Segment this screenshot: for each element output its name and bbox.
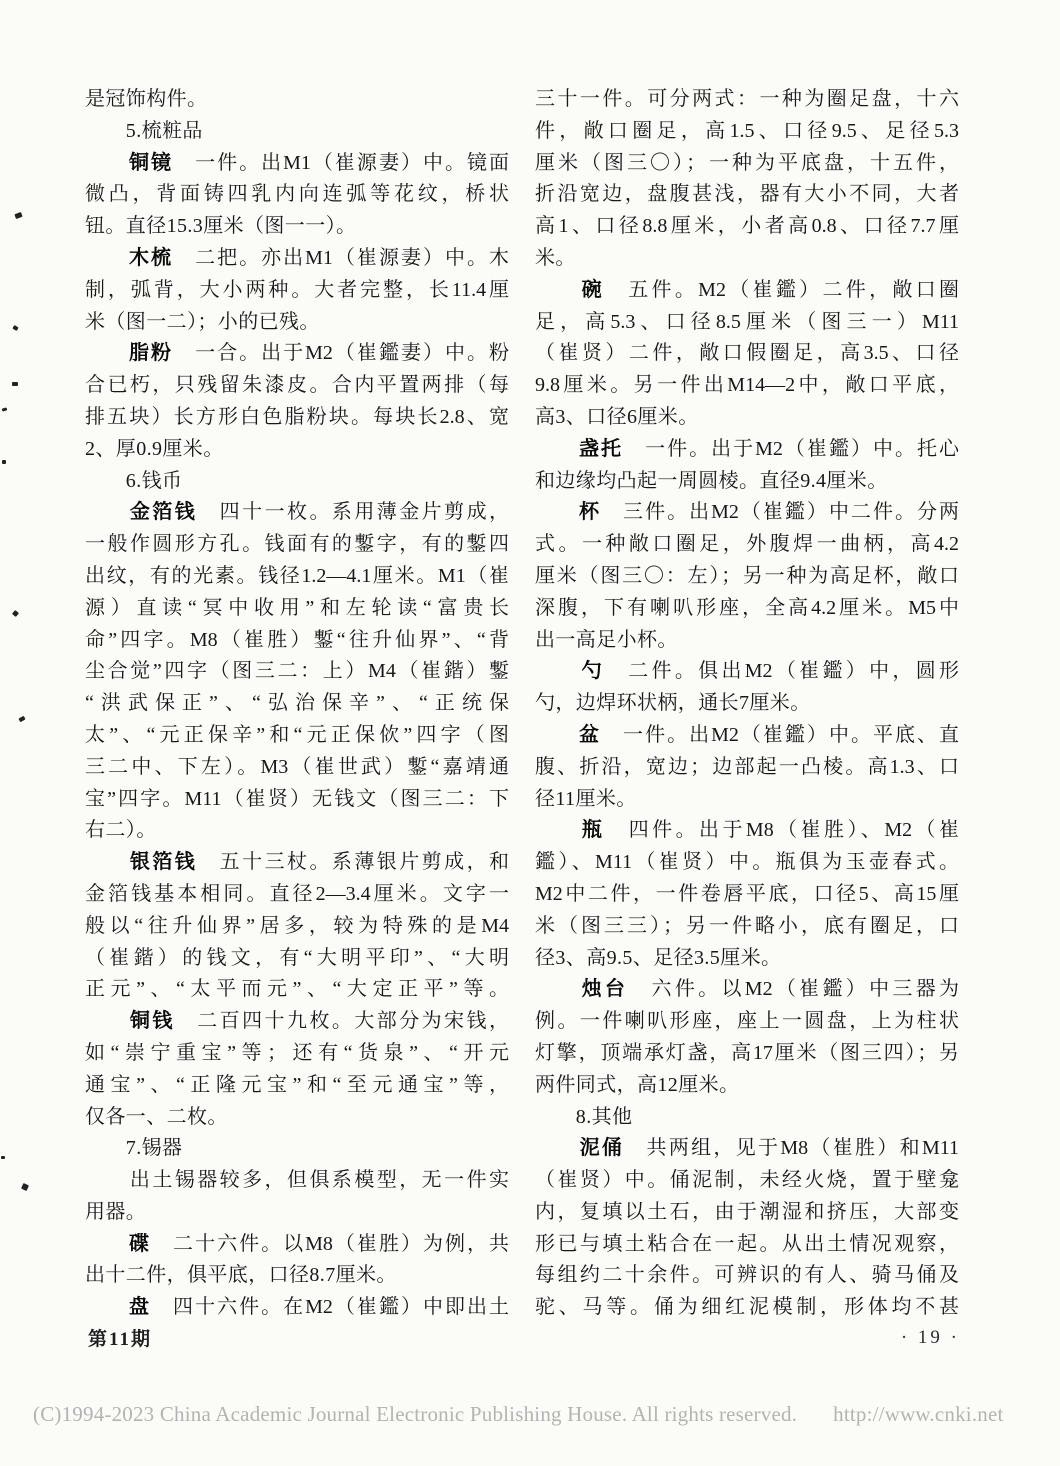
text-line: 腹、折沿，宽边；边部起一凸棱。高1.3、口: [535, 755, 959, 778]
scan-artifact: [1, 1156, 5, 1159]
text-line: 铜钱 二百四十九枚。大部分为宋钱，: [129, 1010, 510, 1033]
text-line: 5.梳粧品: [85, 119, 203, 142]
text-line: 径3、高9.5、足径3.5厘米。: [535, 946, 782, 969]
scan-artifact: [21, 1183, 29, 1191]
text-line: 盆 一件。出M2（崔鑑）中。平底、直: [579, 723, 959, 746]
text-line: 命”四字。M8（崔胜）鏨“往升仙界”、“背: [85, 628, 509, 651]
text-line: 折沿宽边，盘腹甚浅，器有大小不同，大者: [535, 183, 959, 206]
text-line: 合已朽，只残留朱漆皮。合内平置两排（每: [85, 374, 509, 397]
page-footer: [88, 1324, 960, 1351]
column-left: [85, 84, 509, 1324]
text-line: 高1、口径8.8厘米，小者高0.8、口径7.7厘: [535, 215, 959, 238]
text-line: 7.锡器: [85, 1137, 183, 1160]
text-line: 三十一件。可分两式：一种为圈足盘，十六: [535, 88, 959, 110]
text-line: 杯 三件。出M2（崔鑑）中二件。分两: [579, 501, 959, 524]
scan-artifact: [18, 716, 25, 722]
text-line: 式。一种敞口圈足，外腹焊一曲柄，高4.2: [535, 533, 959, 556]
text-line: 和边缘均凸起一周圆棱。直径9.4厘米。: [535, 469, 888, 492]
text-line: 制，弧背，大小两种。大者完整，长11.4厘: [85, 278, 509, 301]
scan-artifact: [2, 460, 6, 464]
text-line: （崔鍇）的钱文，有“大明平印”、“大明: [85, 946, 509, 969]
text-line: 三二中、下左）。M3（崔世武）鏨“嘉靖通: [85, 755, 509, 778]
copyright-notice: (C)1994-2023 China Academic Journal Electronic Publishing House. All rights reserved.: [33, 1402, 798, 1426]
text-line: 一般作圆形方孔。钱面有的鏨字，有的鏨四: [85, 533, 509, 556]
text-line: 钮。直径15.3厘米（图一一）。: [85, 215, 357, 238]
text-line: 出土锡器较多，但俱系模型，无一件实: [85, 1169, 509, 1192]
text-line: 铜镜 一件。出M1（崔源妻）中。镜面: [129, 151, 510, 174]
text-line: 9.8厘米。另一件出M14—2中，敞口平底，: [535, 374, 959, 397]
text-line: 米（图一二）；小的已残。: [85, 310, 320, 333]
text-line: 金箔钱基本相同。直径2—3.4厘米。文字一: [85, 882, 509, 905]
text-line: 瓶 四件。出于M8（崔胜）、M2（崔: [581, 819, 959, 842]
text-line: 出纹，有的光素。钱径1.2—4.1厘米。M1（崔: [85, 564, 509, 587]
journal-issue: 第11期: [88, 1329, 152, 1350]
text-line: 太”、“元正保辛”和“元正保佽”四字（图: [85, 723, 509, 746]
text-line: 内，复填以土石，由于潮湿和挤压，大部变: [535, 1200, 959, 1223]
scan-artifact: [2, 407, 8, 411]
text-line: 高3、口径6厘米。: [535, 405, 699, 428]
text-line: 排五块）长方形白色脂粉块。每块长2.8、宽: [85, 405, 509, 428]
text-line: 微凸，背面铸四乳内向连弧等花纹，桥状: [85, 183, 509, 206]
text-line: 银箔钱 五十三杖。系薄银片剪成，和: [129, 851, 510, 874]
text-line: （崔贤）中。俑泥制，未经火烧，置于壁龛: [535, 1169, 959, 1192]
text-line: 出一高足小杯。: [535, 628, 678, 651]
text-line: 碟 二十六件。以M8（崔胜）为例，共: [129, 1232, 509, 1255]
text-line: 碗 五件。M2（崔鑑）二件，敞口圈: [581, 278, 960, 301]
text-line: 勺 二件。俱出M2（崔鑑）中，圆形: [581, 660, 960, 683]
text-line: 源）直读“冥中收用”和左轮读“富贵长: [85, 596, 509, 619]
text-line: 盘 四十六件。在M2（崔鑑）中即出土: [129, 1296, 509, 1319]
text-line: （崔贤）二件，敞口假圈足，高3.5、口径: [535, 342, 959, 365]
text-line: 鑑）、M11（崔贤）中。瓶俱为玉壶春式。: [535, 851, 959, 874]
text-line: “洪武保正”、“弘治保辛”、“正统保: [85, 692, 509, 715]
text-line: 米（图三三）；另一件略小，底有圈足，口: [535, 914, 959, 937]
text-line: 勺，边焊环状柄，通长7厘米。: [535, 692, 811, 715]
text-line: 正元”、“太平而元”、“大定正平”等。: [85, 978, 509, 1001]
text-line: 脂粉 一合。出于M2（崔鑑妻）中。粉: [129, 342, 510, 365]
text-line: 米。: [535, 246, 576, 269]
text-line: 每组约二十余件。可辨识的有人、骑马俑及: [535, 1264, 959, 1287]
text-line: M2中二件，一件卷唇平底，口径5、高15厘: [535, 882, 959, 905]
column-right: [535, 84, 959, 1324]
text-line: 用器。: [85, 1200, 147, 1223]
scan-artifact: [12, 610, 19, 617]
text-line: 烛台 六件。以M2（崔鑑）中三器为: [581, 978, 960, 1001]
scan-artifact: [12, 382, 18, 386]
text-line: 深腹，下有喇叭形座，全高4.2厘米。M5中: [535, 596, 959, 619]
text-line: 右二）。: [85, 819, 157, 842]
text-line: 般以“往升仙界”居多，较为特殊的是M4: [85, 914, 509, 937]
scan-artifact: [14, 212, 22, 219]
text-line: 仅各一、二枚。: [85, 1105, 228, 1128]
text-line: 厘米（图三〇）；一种为平底盘，十五件，: [535, 151, 959, 174]
text-line: 件，敞口圈足，高1.5、口径9.5、足径5.3: [535, 119, 959, 142]
text-line: 驼、马等。俑为细红泥模制，形体均不甚: [535, 1296, 959, 1319]
text-line: 足，高5.3、口径8.5厘米（图三一）M11: [535, 310, 959, 333]
text-line: 尘合觉”四字（图三二：上）M4（崔鍇）鏨: [85, 660, 509, 683]
text-line: 径11厘米。: [535, 787, 637, 810]
text-line: 8.其他: [535, 1105, 633, 1128]
text-line: 通宝”、“正隆元宝”和“至元通宝”等，: [85, 1073, 509, 1096]
text-line: 金箔钱 四十一枚。系用薄金片剪成，: [129, 501, 510, 524]
text-line: 例。一件喇叭形座，座上一圆盘，上为柱状: [535, 1010, 959, 1033]
text-line: 出十二件，俱平底，口径8.7厘米。: [85, 1264, 397, 1287]
text-line: 6.钱币: [85, 469, 183, 492]
text-line: 形已与填土粘合在一起。从出土情况观察，: [535, 1232, 959, 1255]
copyright-url: http://www.cnki.net: [833, 1402, 1004, 1426]
text-line: 盏托 一件。出于M2（崔鑑）中。托心: [579, 437, 960, 460]
text-line: 厘米（图三〇：左）；另一种为高足杯，敞口: [535, 564, 959, 587]
text-line: 宝”四字。M11（崔贤）无钱文（图三二：下: [85, 787, 509, 810]
page-number: · 19 ·: [900, 1326, 960, 1348]
text-line: 如“崇宁重宝”等；还有“货泉”、“开元: [85, 1041, 509, 1064]
text-line: 木梳 二把。亦出M1（崔源妻）中。木: [129, 246, 510, 269]
article-body: [85, 84, 959, 1324]
text-line: 泥俑 共两组，见于M8（崔胜）和M11: [579, 1137, 959, 1160]
text-line: 2、厚0.9厘米。: [85, 437, 224, 460]
text-line: 灯擎，顶端承灯盏，高17厘米（图三四）；另: [535, 1041, 959, 1064]
scan-artifact: [12, 325, 18, 331]
copyright-line: [33, 1402, 1004, 1427]
text-line: 是冠饰构件。: [85, 88, 208, 110]
text-line: 两件同式，高12厘米。: [535, 1073, 740, 1096]
